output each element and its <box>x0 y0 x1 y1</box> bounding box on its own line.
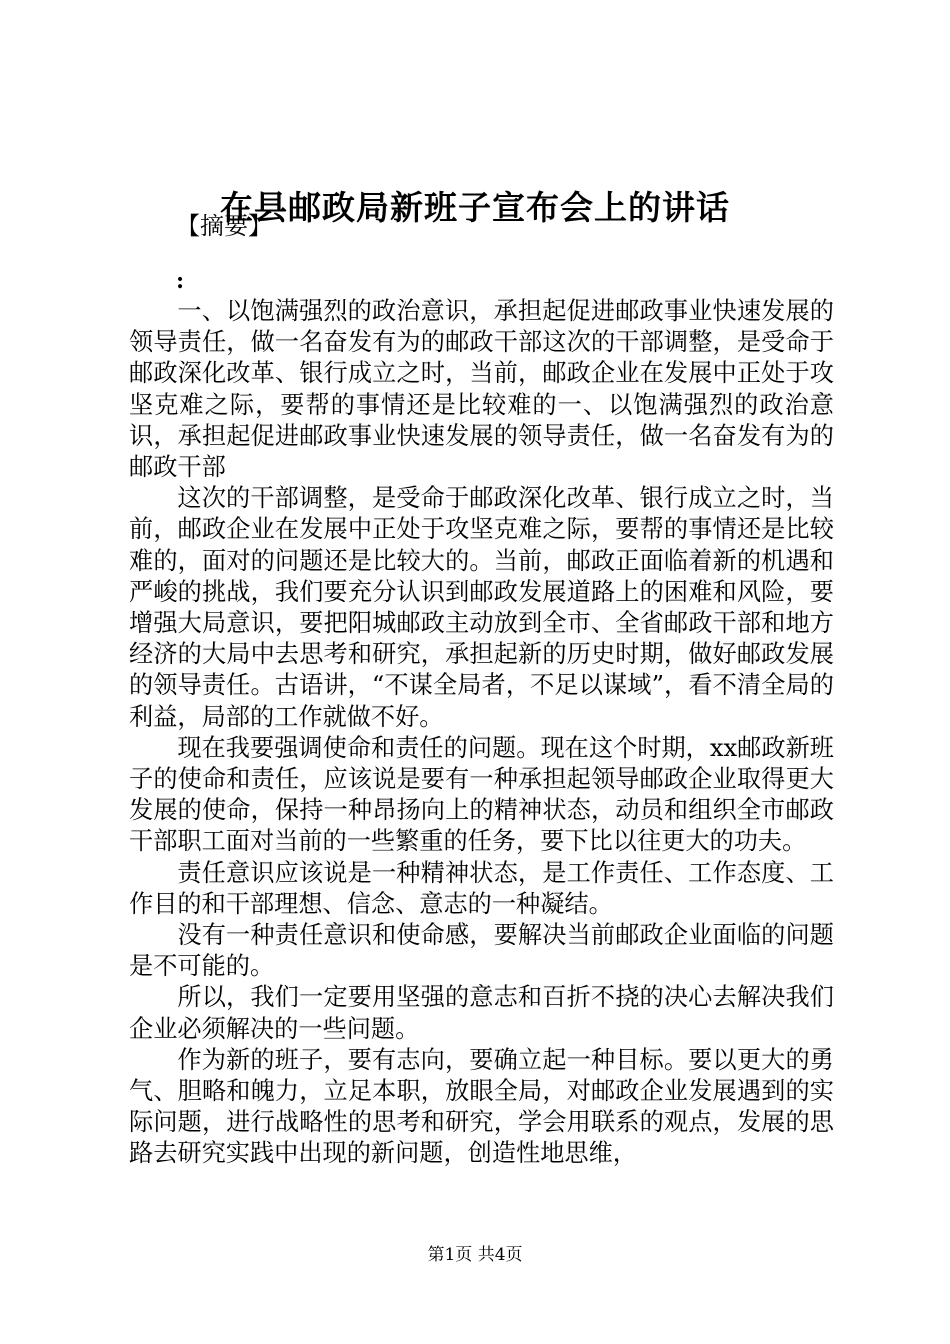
abstract-colon: : <box>176 268 185 294</box>
paragraph: 这次的干部调整，是受命于邮政深化改革、银行成立之时，当前，邮政企业在发展中正处于攻坚克难之际，要帮的事情还是比较难的，面对的问题还是比较大的。当前，邮政正面临着新的机遇和严峻的挑战，我们要充分认识到邮政发展道路上的困难和风险，要增强大局意识，要把阳城邮政主动放到全市、全省邮政干部和地方经济的大局中去思考和研究，承担起新的历史时期，做好邮政发展的领导责任。古语讲，“不谋全局者，不足以谋域”，看不清全局的利益，局部的工作就做不好。 <box>129 484 834 731</box>
paragraph: 责任意识应该说是一种精神状态，是工作责任、工作态度、工作目的和干部理想、信念、意志的一种凝结。 <box>129 858 834 918</box>
page-footer: 第1页 共4页 <box>427 1245 523 1265</box>
paragraph: 没有一种责任意识和使命感，要解决当前邮政企业面临的问题是不可能的。 <box>129 921 834 981</box>
document-title: 在县邮政局新班子宣布会上的讲话 <box>220 188 730 227</box>
paragraph: 现在我要强调使命和责任的问题。现在这个时期，xx邮政新班子的使命和责任，应该说是要有一种承担起领导邮政企业取得更大发展的使命，保持一种昂扬向上的精神状态，动员和组织全市邮政干部职工面对当前的一些繁重的任务，要下比以往更大的功夫。 <box>129 733 834 856</box>
abstract-label: 【摘要】 <box>176 212 272 240</box>
paragraph: 一、以饱满强烈的政治意识，承担起促进邮政事业快速发展的领导责任，做一名奋发有为的邮政干部这次的干部调整，是受命于邮政深化改革、银行成立之时，当前，邮政企业在发展中正处于攻坚克难之际，要帮的事情还是比较难的一、以饱满强烈的政治意识，承担起促进邮政事业快速发展的领导责任，做一名奋发有为的邮政干部 <box>129 297 834 482</box>
document-body <box>129 296 834 1170</box>
paragraph: 作为新的班子，要有志向，要确立起一种目标。要以更大的勇气、胆略和魄力，立足本职，放眼全局，对邮政企业发展遇到的实际问题，进行战略性的思考和研究，学会用联系的观点，发展的思路去研究实践中出现的新问题，创造性地思维， <box>129 1045 834 1168</box>
paragraph: 所以，我们一定要用坚强的意志和百折不挠的决心去解决我们企业必须解决的一些问题。 <box>129 983 834 1043</box>
